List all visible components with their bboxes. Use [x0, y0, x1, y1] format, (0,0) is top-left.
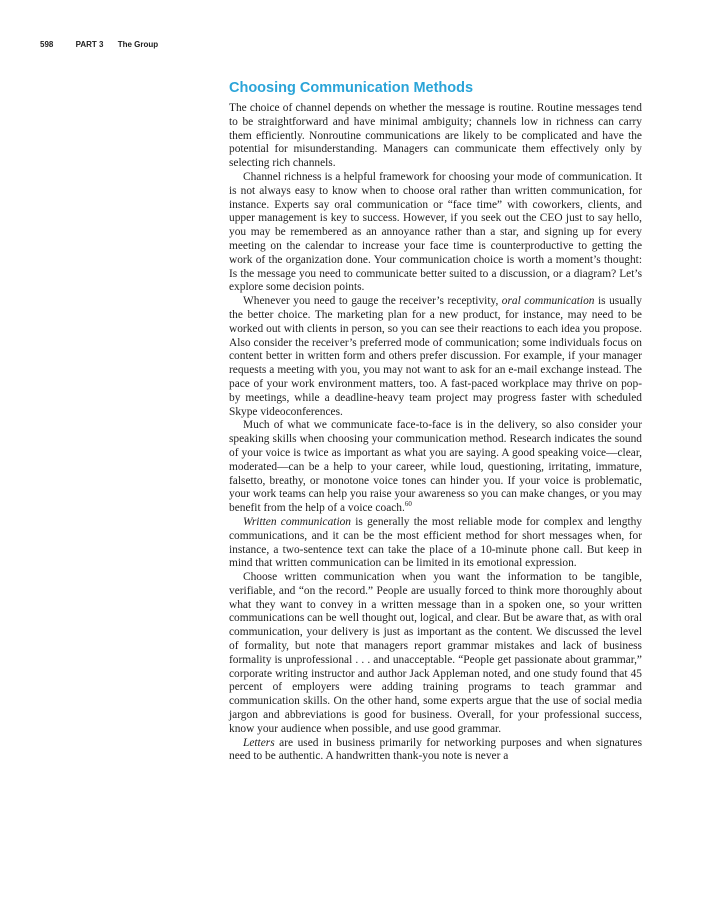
paragraph-3-body: is usually the better choice. The marketing plan for a new product, for instance, may need to be worked out with clients in person, so you can see their reactions to each idea you propose. Also consider the receiver’s preferred mode of communication; some individuals focus on content better in written form and others prefer discussion. For example, if your manager requests a meeting with you, you may not want to ask for an e-mail exchange instead. The pace of your work environment matters, too. A fast-paced workplace may thrive on pop-by meetings, while a deadline-heavy team project may progress faster with scheduled Skype videoconferences. — [229, 295, 642, 418]
term-oral-communication: oral communication — [501, 295, 595, 308]
paragraph-5-body: is generally the most reliable mode for complex and lengthy communications, and it can be the most efficient method for short messages when, for instance, a two-sentence text can take the place of a 10-minute phone call. But keep in mind that written communication can be limited in its emotional expression. — [229, 515, 642, 570]
paragraph-7-body: are used in business primarily for networking purposes and when signatures need to be authentic. A handwritten thank-you note is never a — [229, 736, 642, 763]
page-content — [229, 79, 642, 764]
running-head — [40, 40, 158, 49]
part-label: PART 3 — [75, 40, 104, 49]
paragraph-4-body: Much of what we communicate face-to-face is in the delivery, so also consider your speaking skills when choosing your communication method. Research indicates the sound of your voice is twice as important as what you are saying. A good speaking voice—clear, moderated—can be a help to your career, while loud, questioning, irritating, immature, falsetto, breathy, or monotone voice tones can hinder you. If your voice is problematic, your work teams can help you raise your awareness so you can make changes, or you may benefit from the help of a voice coach. — [229, 419, 642, 515]
section-title: Choosing Communication Methods — [229, 80, 474, 96]
paragraph-3-lead: Whenever you need to gauge the receiver’s receptivity, — [243, 295, 502, 308]
term-letters: Letters — [243, 736, 275, 749]
paragraph-6: Choose written communication when you want the information to be tangible, verifiable, and “on the record.” People are usually forced to think more thoroughly about what they want to convey in a written message than in a spoken one, so your written communications can be well thought out, logical, and clear. But be aware that, as with oral communication, your delivery is just as important as the content. We discussed the level of formality, but note that managers report grammar mistakes and lack of business formality is unprofessional . . . and unacceptable. “People get passionate about grammar,” corporate writing instructor and author Jack Appleman noted, and one study found that 45 percent of employers were adding training programs to teach grammar and communication skills. On the other hand, some experts argue that the use of social media jargon and abbreviations is good for business. Overall, for your professional success, know your audience when possible, and use good grammar. — [229, 571, 642, 735]
paragraph-5 — [229, 516, 642, 571]
endnote-marker: 60 — [404, 500, 412, 509]
paragraph-1: The choice of channel depends on whether the message is routine. Routine messages tend to be straightforward and have minimal ambiguity; channels low in richness can carry them efficiently. Nonroutine communications are likely to be complicated and have the potential for misunderstanding. Managers can communicate them effectively only by selecting rich channels. — [229, 102, 642, 170]
body-text — [229, 102, 642, 764]
paragraph-3 — [229, 295, 642, 419]
paragraph-4 — [229, 419, 642, 516]
page-number: 598 — [40, 40, 54, 49]
paragraph-2: Channel richness is a helpful framework for choosing your mode of communication. It is not always easy to know when to choose oral rather than written communication, for instance. Experts say oral communication or “face time” with coworkers, clients, and upper management is key to success. However, if you seek out the CEO just to say hello, you may be remembered as an annoyance rather than a star, and signing up for every meeting on the calendar to increase your face time is counterproductive to getting the work of the organization done. Your communication choice is worth a moment’s thought: Is the message you need to communicate better suited to a discussion, or a diagram? Let’s explore some decision points. — [229, 170, 642, 294]
term-written-communication: Written communication — [243, 515, 352, 528]
part-title: The Group — [117, 40, 159, 49]
paragraph-7 — [229, 737, 642, 765]
